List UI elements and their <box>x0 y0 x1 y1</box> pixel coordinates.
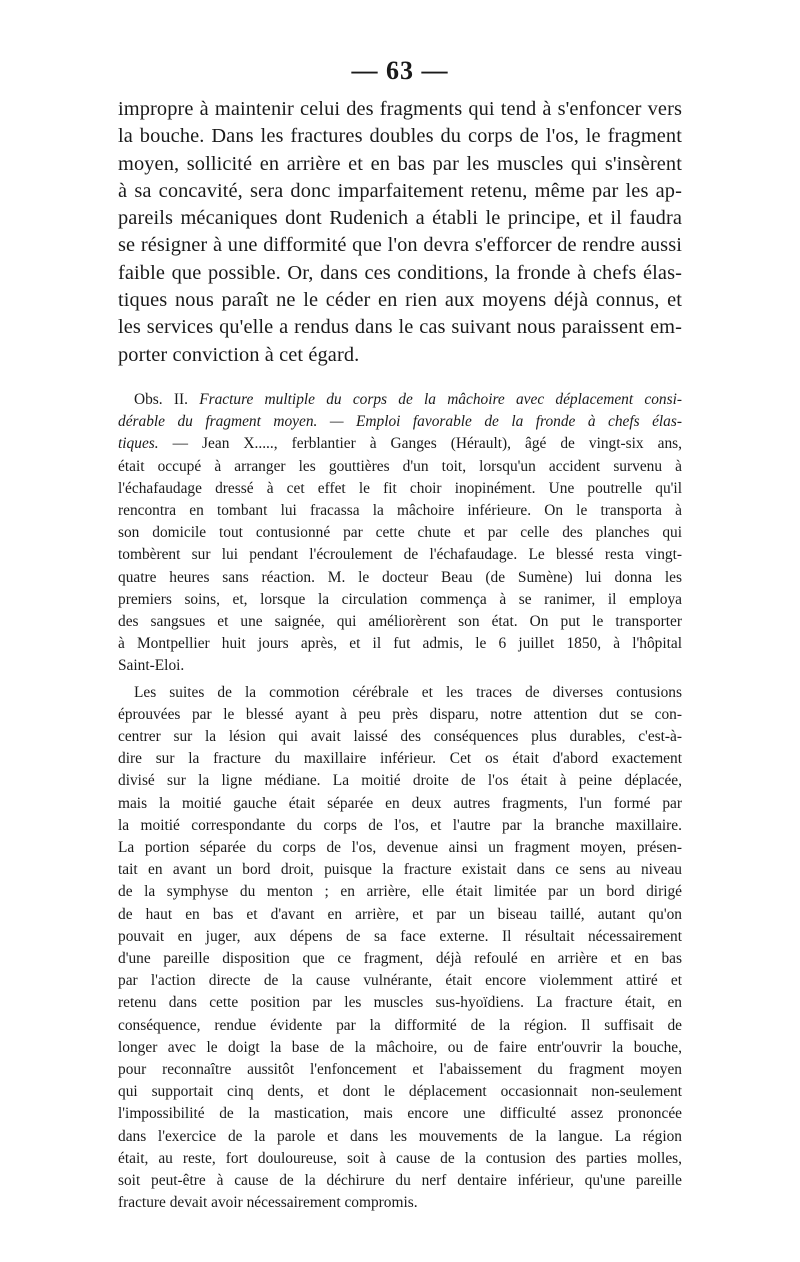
text-line: les services qu'elle a rendus dans le cas suivant nous paraissent em- <box>118 316 682 339</box>
intro-paragraph <box>118 96 682 369</box>
text-line: La portion séparée du corps de l'os, devenue ainsi un fragment moyen, présen- <box>118 839 682 857</box>
text-line: pouvait en juger, aux dépens de sa face externe. Il résultait nécessairement <box>118 927 682 945</box>
text-line: d'une pareille disposition que ce fragment, déjà refoulé en arrière et en bas <box>118 950 682 968</box>
text-line: se résigner à une difformité que l'on devra s'efforcer de rendre aussi <box>118 234 682 257</box>
text-line: faible que possible. Or, dans ces conditions, la fronde à chefs élas- <box>118 261 682 284</box>
observation-title-3: tiques. <box>118 435 159 453</box>
observation-paragraph-1 <box>118 456 682 678</box>
observation-intro-text: — Jean X....., ferblantier à Ganges (Hérault), âgé de vingt-six ans, <box>158 435 682 453</box>
text-line: l'impossibilité de la mastication, mais encore une difficulté assez prononcée <box>118 1105 682 1123</box>
text-line: quatre heures sans réaction. M. le docteur Beau (de Sumène) lui donna les <box>118 568 682 586</box>
text-line: pour reconnaître aussitôt l'enfoncement et l'abaissement du fragment moyen <box>118 1061 682 1079</box>
text-line: éprouvées par le blessé ayant à peu près disparu, notre attention dut se con- <box>118 705 682 723</box>
observation-title-2: dérable du fragment moyen. — Emploi favorable de la fronde à chefs élas- <box>118 413 682 431</box>
text-line: retenu dans cette position par les muscles sus-hyoïdiens. La fracture était, en <box>118 994 682 1012</box>
text-line: la bouche. Dans les fractures doubles du corps de l'os, le fragment <box>118 125 682 148</box>
text-line: mais la moitié gauche était séparée en deux autres fragments, l'un formé par <box>118 794 682 812</box>
text-line: à Montpellier huit jours après, et il fut admis, le 6 juillet 1850, à l'hôpital <box>118 635 682 653</box>
text-line: premiers soins, et, lorsque la circulation commença à se ranimer, il employa <box>118 590 682 608</box>
text-line: de haut en bas et d'avant en arrière, et par un biseau taillé, autant qu'on <box>118 905 682 923</box>
page-body <box>118 96 682 1214</box>
page-number: — 63 — <box>351 56 449 85</box>
text-line: par l'action directe de la cause vulnérante, était encore violemment attiré et <box>118 972 682 990</box>
observation-heading-line-3 <box>118 433 682 455</box>
text-line: son domicile tout contusionné par cette chute et par celle des planches qui <box>118 524 682 542</box>
text-line: divisé sur la ligne médiane. La moitié droite de l'os était à peine déplacée, <box>118 772 682 790</box>
text-line: tiques nous paraît ne le céder en rien aux moyens déjà connus, et <box>118 289 682 312</box>
text-line: dans l'exercice de la parole et dans les mouvements de la langue. La région <box>118 1127 682 1145</box>
text-line: l'échafaudage dressé à cet effet le fit choir inopinément. Une poutrelle qu'il <box>118 479 682 497</box>
observation-block <box>118 389 682 1215</box>
text-line: longer avec le doigt la base de la mâchoire, ou de faire entr'ouvrir la bouche, <box>118 1038 682 1056</box>
text-line: pareils mécaniques dont Rudenich a établi le principe, et il faudra <box>118 207 682 230</box>
text-line: centrer sur la lésion qui avait laissé des conséquences plus durables, c'est-à- <box>118 728 682 746</box>
observation-paragraph-2 <box>118 682 682 1215</box>
observation-label: Obs. II. <box>134 390 188 408</box>
text-line: conséquence, rendue évidente par la difformité de la région. Il suffisait de <box>118 1016 682 1034</box>
text-line: à sa concavité, sera donc imparfaitement retenu, même par les ap- <box>118 179 682 202</box>
text-line: fracture devait avoir nécessairement compromis. <box>118 1194 418 1212</box>
text-line: Les suites de la commotion cérébrale et les traces de diverses contusions <box>134 683 682 701</box>
text-line: de la symphyse du menton ; en arrière, elle était limitée par un bord dirigé <box>118 883 682 901</box>
text-line: tait en avant un bord droit, puisque la fracture existait dans ce sens au niveau <box>118 861 682 879</box>
text-line: tombèrent sur lui pendant l'écroulement de l'échafaudage. Le blessé resta vingt- <box>118 546 682 564</box>
text-line: porter conviction à cet égard. <box>118 343 360 366</box>
text-line: impropre à maintenir celui des fragments qui tend à s'enfoncer vers <box>118 98 682 120</box>
text-line: rencontra en tombant lui fracassa la mâchoire inférieure. On le transporta à <box>118 501 682 519</box>
observation-heading-line-1 <box>118 389 682 411</box>
text-line: était, au reste, fort douloureuse, soit à cause de la contusion des parties molles, <box>118 1149 682 1167</box>
text-line: des sangsues et une saignée, qui améliorèrent son état. On put le transporter <box>118 613 682 630</box>
text-line: Saint-Eloi. <box>118 657 185 675</box>
text-line: moyen, sollicité en arrière et en bas par les muscles qui s'insèrent <box>118 152 682 175</box>
text-line: qui supportait cinq dents, et dont le déplacement occasionnait non-seulement <box>118 1083 682 1101</box>
observation-title-1: Fracture multiple du corps de la mâchoire avec déplacement consi- <box>199 390 682 408</box>
text-line: était occupé à arranger les gouttières d'un toit, lorsqu'un accident survenu à <box>118 457 682 475</box>
text-line: dire sur la fracture du maxillaire inférieur. Cet os était d'abord exactement <box>118 750 682 768</box>
text-line: la moitié correspondante du corps de l'os, et l'autre par la branche maxillaire. <box>118 816 682 834</box>
text-line: soit peut-être à cause de la déchirure du nerf dentaire inférieur, qu'une pareille <box>118 1172 682 1190</box>
